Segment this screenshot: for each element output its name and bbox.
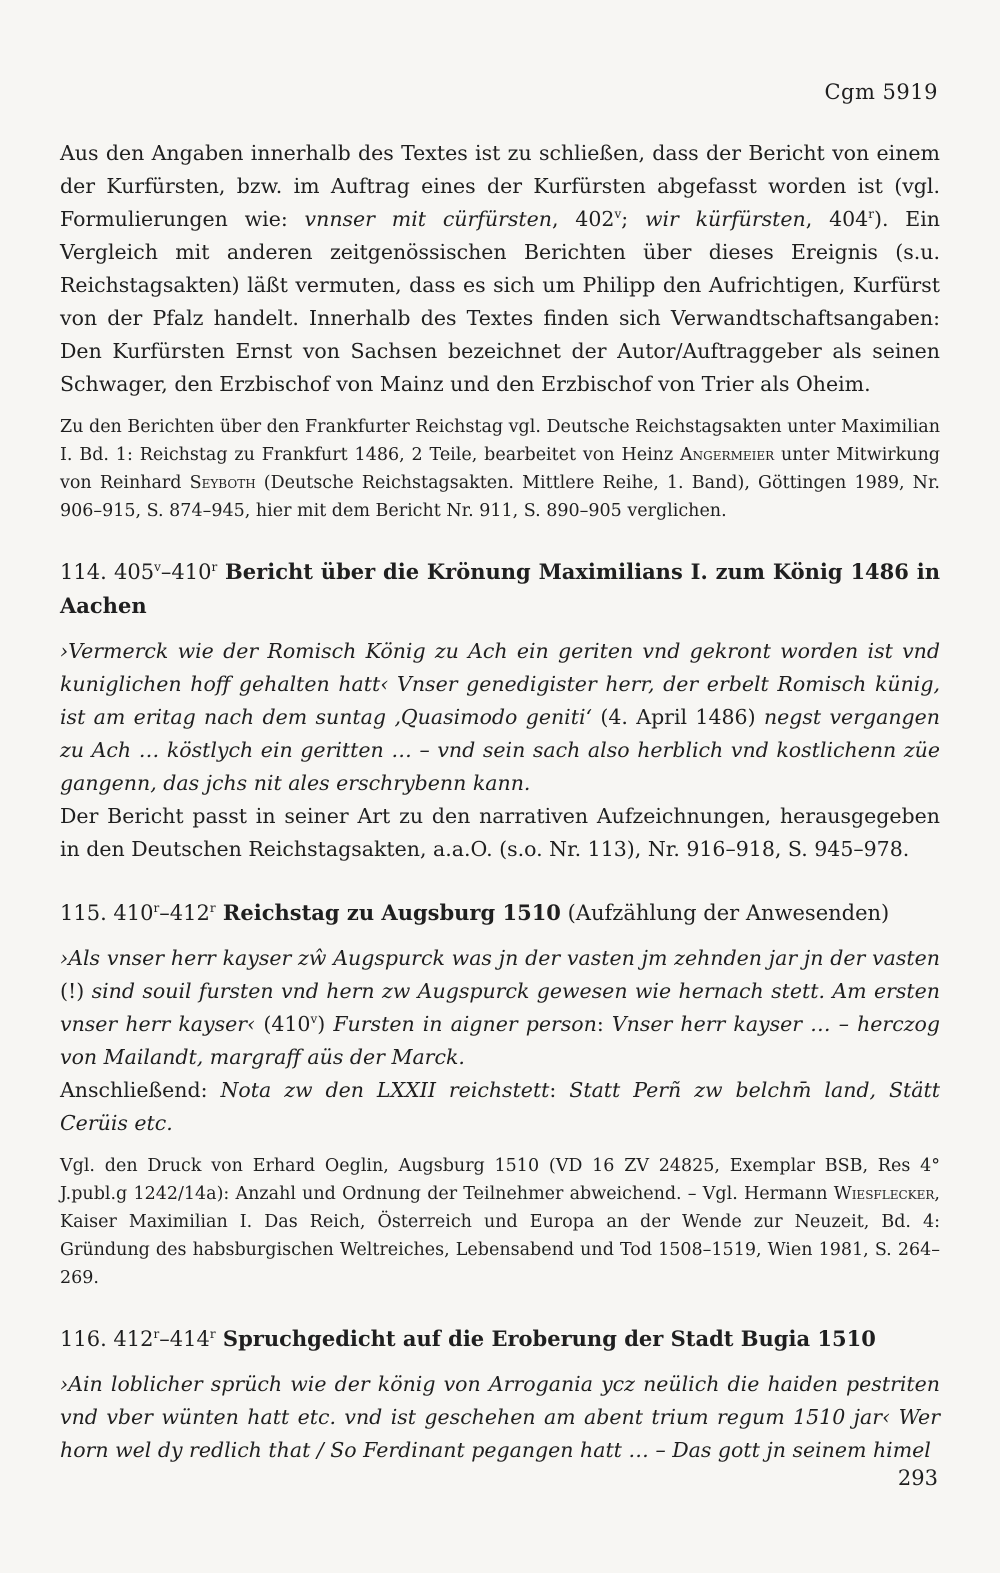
quote: Nota zw den LXXII reichstett — [220, 1078, 550, 1102]
entry-number: 115. 410 — [60, 901, 154, 925]
text: Zu den Berichten über den Frankfurter Reichstag vgl. Deutsche Reichstagsakten unter Maximilian I. Bd. 1: Reichstag zu Frankfurt 1486, 2 Teile, bearbeitet von Heinz — [60, 417, 940, 465]
entry-114-description: Der Bericht passt in seiner Art zu den narrativen Aufzeichnungen, herausgegeben in den Deutschen Reichstagsakten, a.a.O. (s.o. Nr. 113), Nr. 916–918, S. 945–978. — [60, 804, 940, 861]
quote: sind souil fursten vnd hern zw Augspurck gewesen wie hernach stett. Am ersten vnser herr kayser‹ — [60, 979, 940, 1036]
text: ). Ein Vergleich mit anderen zeitgenössischen Berichten über dieses Ereignis (s.u. Reichstagsakten) läßt vermuten, dass es sich um Philipp den Aufrichtigen, Kurfürst von der Pfalz handelt. Innerhalb des Textes finden sich Verwandtschaftsangaben: Den Kurfürsten Ernst von Sachsen bezeichnet der Autor/Auftraggeber als seinen Schwager, den Erzbischof von Mainz und den Erzbischof von Trier als Oheim. — [60, 207, 940, 396]
page-body — [60, 137, 940, 1467]
text: : — [549, 1078, 570, 1102]
folio-range: –410 — [160, 560, 212, 584]
folio-side: r — [209, 901, 216, 915]
author-name: Wiesflecker — [833, 1184, 935, 1204]
text: ; — [621, 207, 645, 231]
entry-title: Bericht über die Krönung Maximilians I. zum König 1486 in Aachen — [60, 559, 940, 618]
entry-116-incipit: ›Ain loblicher sprüch wie der könig von Arrogania ycz neülich die haiden pestriten vnd vber wünten hatt etc. vnd ist geschehen am abent trium regum 1510 jar‹ Wer horn wel dy redlich that / So Ferdinant pegangen hatt … – Das gott jn seinem himel — [60, 1372, 940, 1462]
entry-114-incipit — [60, 635, 940, 800]
folio-side: v — [310, 1012, 318, 1027]
entry-115-incipit — [60, 942, 940, 1074]
literature-note-113 — [60, 413, 940, 525]
quote: ›Als vnser herr kayser zŵ Augspurck was jn der vasten jm zehnden jar jn der vasten — [60, 946, 940, 970]
text: , Kaiser Maximilian I. Das Reich, Österreich und Europa an der Wende zur Neuzeit, Bd. 4: Gründung des habsburgischen Weltreiches, Lebensabend und Tod 1508–1519, Wien 1981, S. 264–269. — [60, 1184, 940, 1288]
quote: negst vergangen zu Ach … köstlych ein geritten … – vnd sein sach also herblich vnd kostlichenn züe gangenn, das jchs nit ales erschrybenn kann. — [60, 705, 940, 795]
entry-title: Reichstag zu Augsburg 1510 — [215, 900, 561, 925]
entry-number: 114. 405 — [60, 560, 155, 584]
text: Anschließend: — [60, 1078, 221, 1102]
entry-115-description — [60, 1074, 940, 1140]
entry-number: 116. 412 — [60, 1327, 154, 1351]
text: , 404 — [805, 207, 869, 231]
author-name: Angermeier — [680, 445, 775, 465]
entry-116-heading — [60, 1322, 940, 1356]
folio-range: –414 — [159, 1327, 210, 1351]
text: Vgl. den Druck von Erhard Oeglin, Augsburg 1510 (VD 16 ZV 24825, Exemplar BSB, Res 4° J.publ.g 1242/14a): Anzahl und Ordnung der Teilnehmer abweichend. – Vgl. Hermann — [60, 1156, 940, 1204]
entry-114-heading — [60, 555, 940, 623]
entry-subtitle: (Aufzählung der Anwesenden) — [560, 901, 890, 925]
text: (!) — [60, 979, 92, 1003]
folio-side: r — [868, 207, 874, 222]
quote: Fursten in aigner person — [333, 1012, 597, 1036]
text: : — [596, 1012, 612, 1036]
running-head: Cgm 5919 — [824, 80, 938, 104]
page-number: 293 — [897, 1466, 938, 1490]
quote: Statt Perñ zw belchm̄ land, Stätt Cerüis etc. — [60, 1078, 940, 1135]
text: (Deutsche Reichstagsakten. Mittlere Reihe, 1. Band), Göttingen 1989, Nr. 906–915, S. 874–945, hier mit dem Bericht Nr. 911, S. 890–905 verglichen. — [60, 473, 940, 521]
folio-side: v — [154, 560, 161, 574]
author-name: Seyboth — [189, 473, 256, 493]
folio-side: r — [153, 1327, 160, 1341]
text: Aus den Angaben innerhalb des Textes ist zu schließen, dass der Bericht von einem der Kurfürsten, bzw. im Auftrag eines der Kurfürsten abgefasst worden ist (vgl. Formulierungen wie: — [60, 141, 940, 231]
text: (410 — [255, 1012, 311, 1036]
text: ) — [317, 1012, 334, 1036]
entry-115-heading — [60, 896, 940, 930]
folio-side: r — [153, 901, 160, 915]
text: , 402 — [551, 207, 615, 231]
literature-note-115 — [60, 1152, 940, 1292]
folio-range: –412 — [159, 901, 210, 925]
quote: vnnser mit cürfürsten — [304, 207, 552, 231]
folio-side: r — [209, 1327, 216, 1341]
text: unter Mitwirkung von Reinhard — [60, 445, 940, 493]
quote: ›Vermerck wie der Romisch König zu Ach ein geriten vnd gekront worden ist vnd kuniglichen hoff gehalten hatt‹ Vnser genedigister herr, der erbelt Romisch künig, ist am eritag nach dem suntag ‚Quasimodo geniti‘ — [60, 639, 940, 729]
intro-paragraph — [60, 137, 940, 401]
quote: wir kürfürsten — [644, 207, 806, 231]
folio-side: r — [211, 560, 218, 574]
entry-title: Spruchgedicht auf die Eroberung der Stadt Bugia 1510 — [215, 1326, 876, 1351]
folio-side: v — [614, 207, 622, 222]
text: (4. April 1486) — [592, 705, 764, 729]
quote: Vnser herr kayser … – herczog von Mailandt, margraff aüs der Marck. — [60, 1012, 940, 1069]
